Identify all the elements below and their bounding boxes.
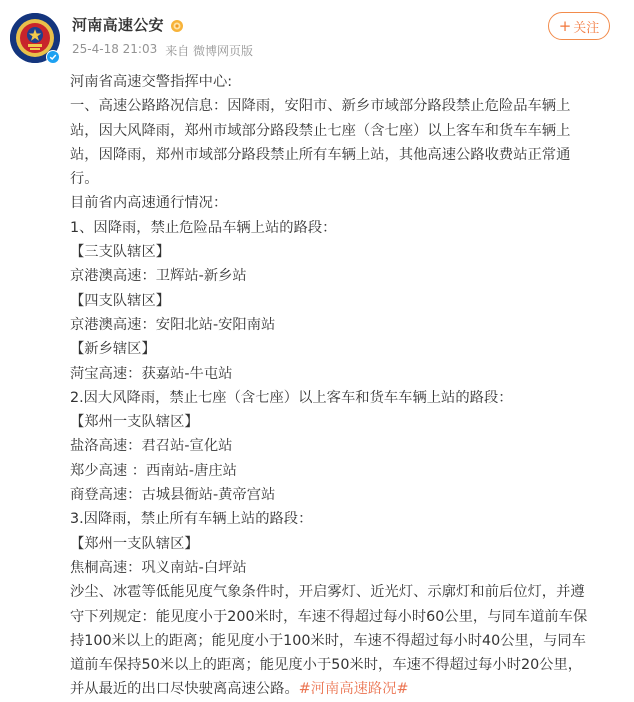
post-body [70,70,615,702]
post-line: 盐洛高速：君召站-宣化站 [70,438,233,455]
post-line: 2.因大风降雨，禁止七座（含七座）以上客车和货车车辆上站的路段： [70,389,513,406]
post-line: 【三支队辖区】 [70,244,171,261]
post-line: 站，因大风降雨，郑州市域部分路段禁止七座（含七座）以上客车和货车车辆上 [70,122,571,139]
post-line: 持100米以上的距离；能见度小于100米时，车速不得超过每小时40公里，与同车 [70,632,586,649]
post-line: 京港澳高速：安阳北站-安阳南站 [70,316,276,333]
post-line: 站，因降雨，郑州市域部分路段禁止所有车辆上站，其他高速公路收费站正常通 [70,146,571,163]
author-row [72,14,184,35]
follow-label: 关注 [573,20,600,36]
post-line: 一、高速公路路况信息：因降雨，安阳市、新乡市域部分路段禁止危险品车辆上 [70,98,571,115]
post-line: 沙尘、冰雹等低能见度气象条件时，开启雾灯、近光灯、示廓灯和前后位灯，并遵 [70,584,585,601]
post-line-text: 并从最近的出口尽快驶离高速公路。 [70,681,299,698]
post-timestamp[interactable]: 25-4-18 21:03 [72,42,158,56]
weibo-vip-icon [170,18,184,32]
post-last-line [70,677,615,701]
plus-icon: + [558,16,572,35]
post-line: 焦桐高速：巩义南站-白坪站 [70,559,247,576]
follow-button[interactable] [548,12,610,40]
post-line: 菏宝高速：获嘉站-牛屯站 [70,365,233,382]
post-meta [72,42,253,59]
post-line: 目前省内高速通行情况： [70,195,228,212]
post-line: 京港澳高速：卫辉站-新乡站 [70,268,247,285]
post-line: 商登高速：古城县衙站-黄帝宫站 [70,487,276,504]
post-line: 行。 [70,171,99,188]
post-line: 【新乡辖区】 [70,341,156,358]
post-line: 【郑州一支队辖区】 [70,535,199,552]
post-line: 郑少高速 ：西南站-唐庄站 [70,462,237,479]
topic-link[interactable]: #河南高速路况# [298,681,409,698]
post-line: 1、因降雨，禁止危险品车辆上站的路段： [70,219,337,236]
post-line: 【四支队辖区】 [70,292,171,309]
post-line: 【郑州一支队辖区】 [70,414,199,431]
author-name[interactable]: 河南高速公安 [72,16,164,34]
post-source: 来自 微博网页版 [165,44,254,58]
post-line: 道前车保持50米以上的距离；能见度小于50米时，车速不得超过每小时20公里， [70,657,583,674]
verified-badge-icon [46,50,60,64]
post-line: 3.因降雨，禁止所有车辆上站的路段： [70,511,313,528]
post-line: 守下列规定：能见度小于200米时，车速不得超过每小时60公里，与同车道前车保 [70,608,588,625]
post-line: 河南省高速交警指挥中心: [70,74,233,90]
